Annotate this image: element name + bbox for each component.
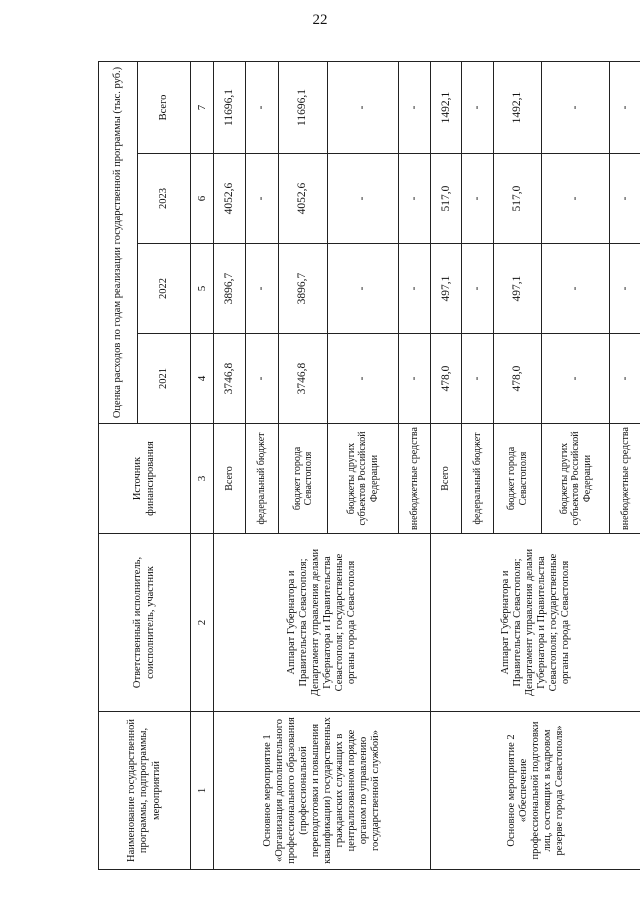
- value-cell: -: [462, 154, 493, 244]
- index-cell: 4: [191, 334, 214, 424]
- measure-executor: Аппарат Губернатора и Правительства Севастополя; Департамент управления делами Губернатора и Правительства Севастополя; государственные органы города Севастополя: [214, 534, 431, 712]
- index-cell: 5: [191, 244, 214, 334]
- value-cell: 478,0: [430, 334, 461, 424]
- page-number: 22: [312, 12, 328, 28]
- value-cell: -: [246, 61, 278, 153]
- header-estimate: Оценка расходов по годам реализации государственной программы (тыс. руб.): [99, 61, 138, 423]
- value-cell: -: [610, 334, 640, 424]
- header-name: Наименование государственной программы, подпрограммы, мероприятий: [99, 712, 191, 870]
- header-row-1: [99, 61, 138, 869]
- value-cell: -: [328, 61, 398, 153]
- value-cell: 11696,1: [214, 61, 246, 153]
- value-cell: -: [398, 334, 430, 424]
- header-year: 2022: [138, 244, 191, 334]
- value-cell: -: [398, 154, 430, 244]
- source-cell: бюджет города Севастополя: [278, 424, 328, 534]
- value-cell: -: [246, 244, 278, 334]
- value-cell: -: [542, 244, 610, 334]
- value-cell: -: [398, 61, 430, 153]
- source-cell: бюджеты других субъектов Российской Федерации: [328, 424, 398, 534]
- value-cell: -: [328, 334, 398, 424]
- header-total: Всего: [138, 61, 191, 153]
- header-year: 2021: [138, 334, 191, 424]
- value-cell: 497,1: [430, 244, 461, 334]
- index-cell: 3: [191, 424, 214, 534]
- measure-name: Основное мероприятие 1 «Организация дополнительного профессионального образования (профессиональной переподготовки и повышения квалификации) государственных гражданских служащих в централизованном порядке органом по управлению государственной службой»: [214, 712, 431, 870]
- rotated-table-frame: [98, 62, 640, 870]
- value-cell: 3746,8: [278, 334, 328, 424]
- value-cell: -: [610, 244, 640, 334]
- value-cell: 3896,7: [278, 244, 328, 334]
- value-cell: 517,0: [430, 154, 461, 244]
- value-cell: -: [328, 244, 398, 334]
- table-row: [430, 61, 461, 869]
- source-cell: Всего: [430, 424, 461, 534]
- value-cell: 4052,6: [278, 154, 328, 244]
- value-cell: 3746,8: [214, 334, 246, 424]
- header-source: Источник финансирования: [99, 424, 191, 534]
- value-cell: 497,1: [493, 244, 541, 334]
- index-cell: 1: [191, 712, 214, 870]
- index-cell: 6: [191, 154, 214, 244]
- value-cell: -: [542, 334, 610, 424]
- header-year: 2023: [138, 154, 191, 244]
- value-cell: 1492,1: [430, 61, 461, 153]
- source-cell: бюджет города Севастополя: [493, 424, 541, 534]
- value-cell: -: [246, 334, 278, 424]
- index-cell: 2: [191, 534, 214, 712]
- measure-executor: Аппарат Губернатора и Правительства Севастополя; Департамент управления делами Губернатора и Правительства Севастополя; государственные органы города Севастополя: [430, 534, 640, 712]
- value-cell: -: [328, 154, 398, 244]
- source-cell: Всего: [214, 424, 246, 534]
- value-cell: -: [542, 61, 610, 153]
- value-cell: -: [542, 154, 610, 244]
- value-cell: 3896,7: [214, 244, 246, 334]
- table-row: [214, 61, 246, 869]
- value-cell: 1492,1: [493, 61, 541, 153]
- value-cell: -: [462, 334, 493, 424]
- value-cell: -: [462, 244, 493, 334]
- value-cell: 4052,6: [214, 154, 246, 244]
- table-container: [98, 62, 640, 870]
- value-cell: -: [398, 244, 430, 334]
- source-cell: федеральный бюджет: [246, 424, 278, 534]
- source-cell: внебюджетные средства: [398, 424, 430, 534]
- index-row: [191, 61, 214, 869]
- index-cell: 7: [191, 61, 214, 153]
- value-cell: 478,0: [493, 334, 541, 424]
- measure-name: Основное мероприятие 2 «Обеспечение профессиональной подготовки лиц, состоящих в кадровом резерве города Севастополя»: [430, 712, 640, 870]
- value-cell: 11696,1: [278, 61, 328, 153]
- source-cell: федеральный бюджет: [462, 424, 493, 534]
- value-cell: -: [462, 61, 493, 153]
- value-cell: -: [610, 154, 640, 244]
- source-cell: бюджеты других субъектов Российской Федерации: [542, 424, 610, 534]
- value-cell: 517,0: [493, 154, 541, 244]
- value-cell: -: [246, 154, 278, 244]
- source-cell: внебюджетные средства: [610, 424, 640, 534]
- value-cell: -: [610, 61, 640, 153]
- budget-table: [98, 61, 640, 870]
- header-executor: Ответственный исполнитель, соисполнитель, участник: [99, 534, 191, 712]
